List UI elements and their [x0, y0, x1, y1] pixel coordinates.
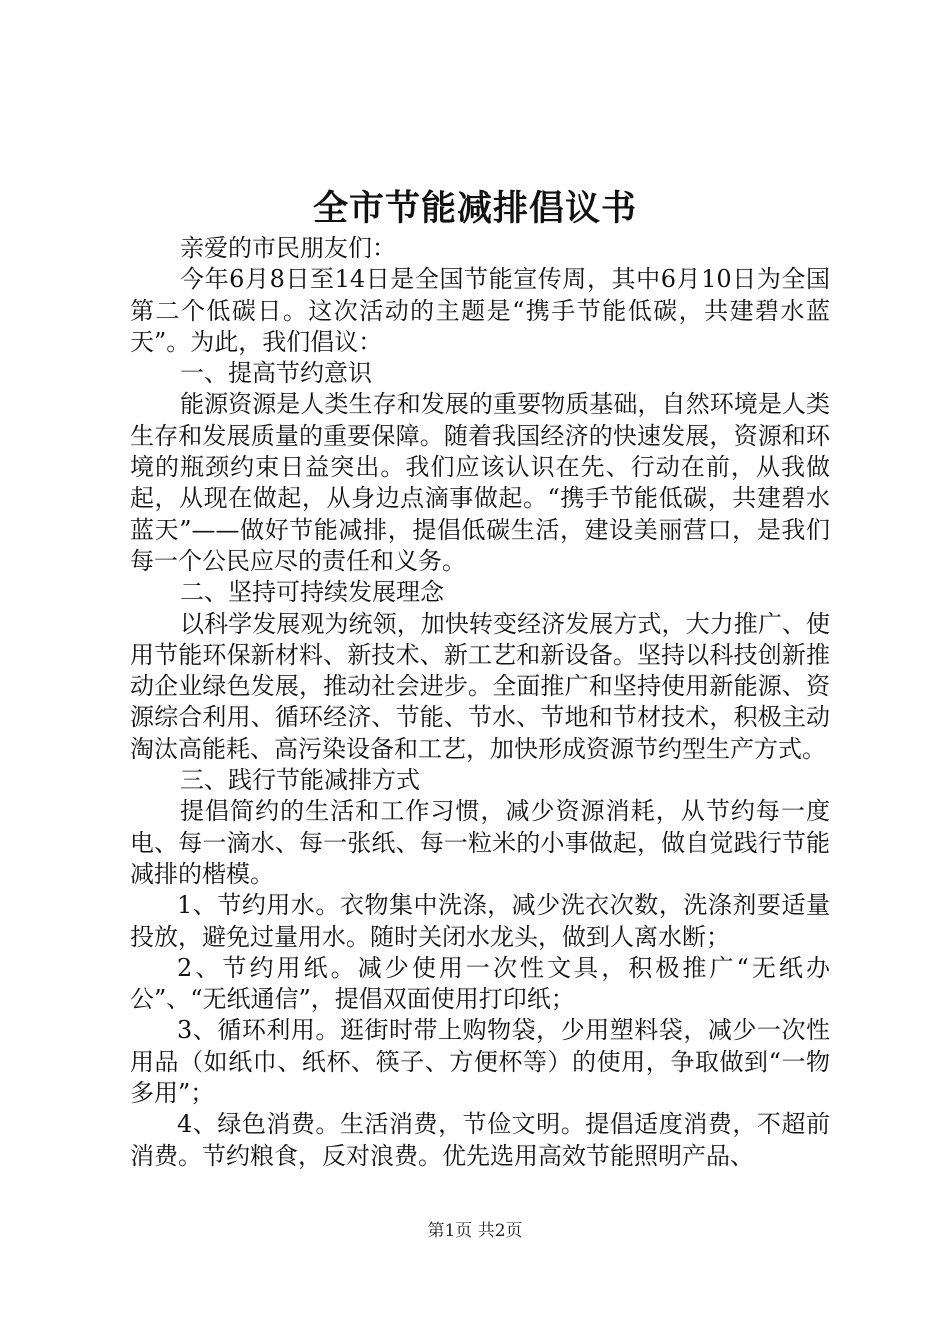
section-heading-2: 二、坚持可持续发展理念: [180, 578, 444, 607]
list-item-4: 4、绿色消费。生活消费，节俭文明。提倡适度消费，不超前消费。节约粮食，反对浪费。优先选用高效节能照明产品、: [130, 1110, 830, 1170]
section-heading-1: 一、提高节约意识: [180, 359, 372, 388]
paragraph-section-2: 以科学发展观为统领，加快转变经济发展方式，大力推广、使用节能环保新材料、新技术、新工艺和新设备。坚持以科技创新推动企业绿色发展，推动社会进步。全面推广和坚持使用新能源、资源综合利用、循环经济、节能、节水、节地和节材技术，积极主动淘汰高能耗、高污染设备和工艺，加快形成资源节约型生产方式。: [130, 609, 830, 763]
list-item-1: 1、节约用水。衣物集中洗涤，减少洗衣次数，洗涤剂要适量投放，避免过量用水。随时关闭水龙头，做到人离水断；: [130, 891, 830, 951]
paragraph-intro: 今年6月8日至14日是全国节能宣传周，其中6月10日为全国第二个低碳日。这次活动的主题是“携手节能低碳，共建碧水蓝天”。为此，我们倡议：: [130, 265, 830, 356]
paragraph-section-1: 能源资源是人类生存和发展的重要物质基础，自然环境是人类生存和发展质量的重要保障。随着我国经济的快速发展，资源和环境的瓶颈约束日益突出。我们应该认识在先、行动在前，从我做起，从现在做起，从身边点滴事做起。“携手节能低碳，共建碧水蓝天”——做好节能减排，提倡低碳生活，建设美丽营口，是我们每一个公民应尽的责任和义务。: [130, 390, 830, 575]
document-title: 全市节能减排倡议书: [312, 188, 637, 229]
greeting: 亲爱的市民朋友们：: [180, 234, 396, 262]
section-heading-3: 三、践行节能减排方式: [180, 766, 420, 795]
list-item-3: 3、循环利用。逛街时带上购物袋，少用塑料袋，减少一次性用品（如纸巾、纸杯、筷子、方便杯等）的使用，争取做到“一物多用”；: [130, 1016, 830, 1108]
list-item-2: 2、节约用纸。减少使用一次性文具，积极推广“无纸办公”、“无纸通信”，提倡双面使用打印纸；: [130, 953, 830, 1014]
document-body: [130, 233, 830, 1172]
page-footer: 第1页 共2页: [427, 1221, 523, 1241]
paragraph-section-3: 提倡简约的生活和工作习惯，减少资源消耗，从节约每一度电、每一滴水、每一张纸、每一粒米的小事做起，做自觉践行节能减排的楷模。: [130, 797, 830, 888]
